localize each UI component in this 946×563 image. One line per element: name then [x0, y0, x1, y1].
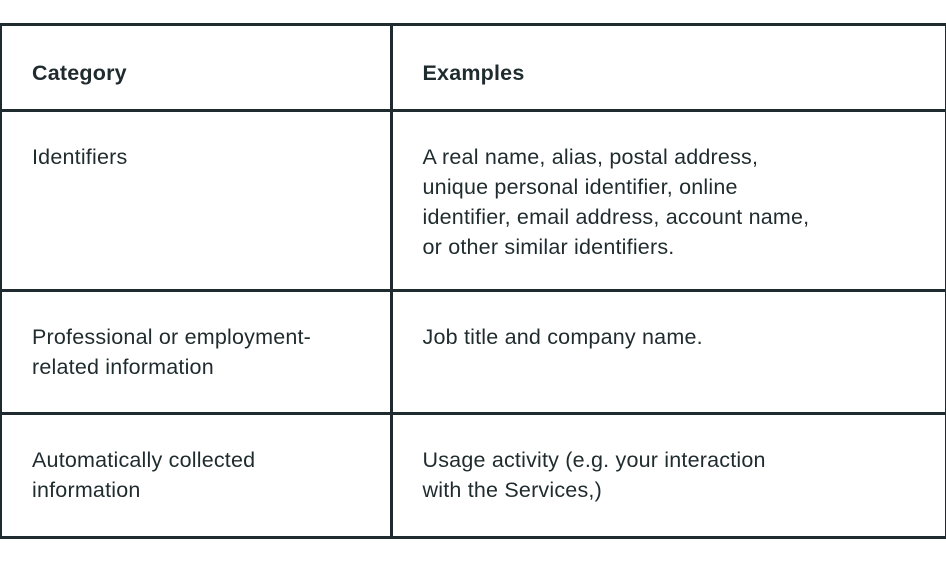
- examples-cell: [391, 111, 946, 291]
- table-row: [1, 291, 946, 414]
- column-header-examples-label: Examples: [422, 61, 525, 85]
- table-row: [1, 111, 946, 291]
- category-text: Automatically collected information: [32, 448, 256, 502]
- column-header-examples: [391, 25, 946, 111]
- table-row: [1, 414, 946, 538]
- examples-cell: [391, 414, 946, 538]
- category-cell: [1, 291, 391, 414]
- examples-cell: [391, 291, 946, 414]
- column-header-category-label: Category: [32, 61, 127, 85]
- category-text: Identifiers: [32, 145, 128, 169]
- examples-text: Usage activity (e.g. your interaction with the Services,): [422, 448, 766, 502]
- column-header-category: [1, 25, 391, 111]
- examples-text: Job title and company name.: [422, 325, 703, 349]
- data-categories-table: [0, 23, 946, 539]
- header-row: [1, 25, 946, 111]
- table-body: [1, 111, 946, 538]
- category-text: Professional or employment- related information: [32, 325, 312, 379]
- examples-text: A real name, alias, postal address, unique personal identifier, online identifier, email address, account name, or other similar identifiers.: [422, 145, 810, 259]
- category-cell: [1, 414, 391, 538]
- category-cell: [1, 111, 391, 291]
- table-header: [1, 25, 946, 111]
